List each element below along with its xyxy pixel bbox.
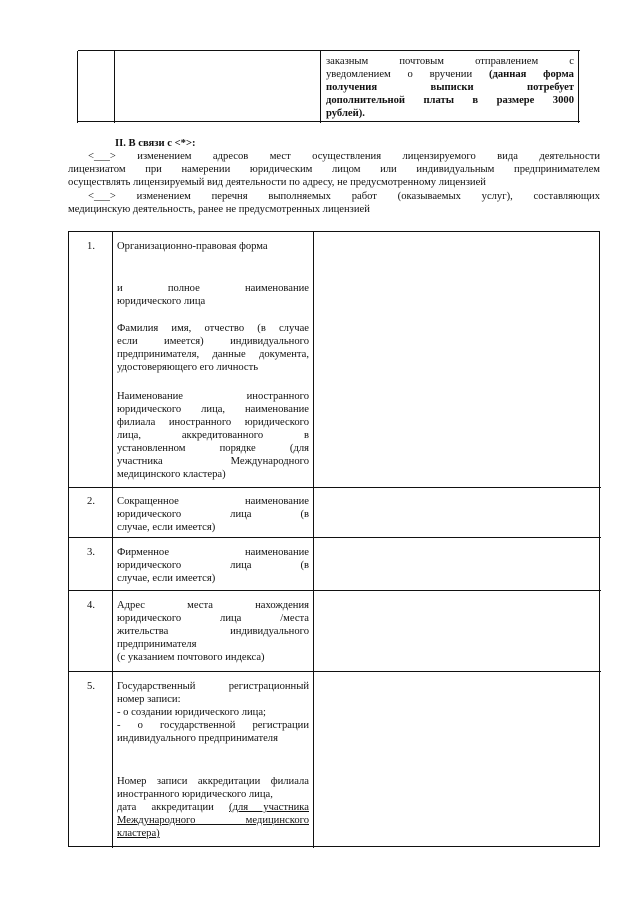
label-line: случае, если имеется) xyxy=(117,522,216,533)
label-line: Организационно-правовая форма xyxy=(117,241,268,252)
value-cell-3[interactable] xyxy=(313,537,599,589)
label-underlined-text: (для участника xyxy=(229,802,309,813)
section-title: II. В связи с <*>: xyxy=(115,138,196,149)
label-line: установленном порядке (для xyxy=(117,443,309,454)
option-line: лицензиатом при намерении юридическим лицом или индивидуальным предпринимателем xyxy=(68,164,600,175)
row-label xyxy=(117,495,309,534)
label-line: - о государственной регистрации xyxy=(117,720,309,731)
label-line: лица, аккредитованного в xyxy=(117,430,309,441)
top-table-border-left xyxy=(77,51,78,123)
label-line: - о создании юридического лица; xyxy=(117,707,267,718)
label-line: иностранного юридического лица, xyxy=(117,789,273,800)
row-label xyxy=(117,546,309,585)
row-number: 5. xyxy=(87,681,95,692)
label-line: индивидуального предпринимателя xyxy=(117,733,278,744)
row-label xyxy=(117,599,309,664)
label-line: предпринимателя xyxy=(117,639,197,650)
label-line: участника Международного xyxy=(117,456,309,467)
top-cell-bold-text: (данная форма xyxy=(488,69,574,80)
row-number: 3. xyxy=(87,547,95,558)
label-line: (с указанием почтового индекса) xyxy=(117,652,265,663)
row-number: 2. xyxy=(87,496,95,507)
row-label xyxy=(117,322,309,374)
label-line: Сокращенное наименование xyxy=(117,496,309,507)
label-line: случае, если имеется) xyxy=(117,573,216,584)
top-cell-text: уведомлением о вручении xyxy=(326,69,473,80)
top-table-border-right xyxy=(578,51,579,123)
row-label xyxy=(117,240,309,253)
label-line: Адрес места нахождения xyxy=(117,600,309,611)
option-works-change xyxy=(68,190,600,216)
label-line: филиала иностранного юридического xyxy=(117,417,309,428)
value-cell-2[interactable] xyxy=(313,487,599,536)
label-line: юридического лица (в xyxy=(117,509,309,520)
row-number: 4. xyxy=(87,600,95,611)
value-cell-4[interactable] xyxy=(313,590,599,670)
row-label xyxy=(117,680,309,745)
top-table-cell-text xyxy=(326,55,574,120)
label-line: медицинского кластера) xyxy=(117,469,226,480)
top-table-divider-1 xyxy=(114,51,115,123)
option-address-change xyxy=(68,150,600,189)
label-line: удостоверяющего его личность xyxy=(117,362,259,373)
label-line: предпринимателя, данные документа, xyxy=(117,349,309,360)
label-line: номер записи: xyxy=(117,694,181,705)
label-line: жительства индивидуального xyxy=(117,626,309,637)
option-line: медицинскую деятельность, ранее не предусмотренных лицензией xyxy=(68,204,370,215)
value-cell-5[interactable] xyxy=(313,671,599,846)
label-line: юридического лица (в xyxy=(117,560,309,571)
label-line: Фамилия имя, отчество (в случае xyxy=(117,323,309,334)
row-number: 1. xyxy=(87,241,95,252)
row-label xyxy=(117,282,309,308)
row-label xyxy=(117,775,309,840)
label-line: юридического лица /места xyxy=(117,613,309,624)
option-line xyxy=(68,190,600,203)
row-label xyxy=(117,390,309,481)
label-line: Государственный регистрационный xyxy=(117,681,309,692)
label-line: Номер записи аккредитации филиала xyxy=(117,776,309,787)
label-line: юридического лица, наименование xyxy=(117,404,309,415)
label-line: если имеется) индивидуального xyxy=(117,336,309,347)
label-underlined-text: кластера) xyxy=(117,828,160,839)
label-line: Наименование иностранного xyxy=(117,391,309,402)
option-line xyxy=(68,150,600,163)
top-cell-line: заказным почтовым отправлением с xyxy=(326,56,574,67)
top-cell-line: дополнительной платы в размере 3000 xyxy=(326,95,574,106)
label-line xyxy=(117,801,309,814)
table-divider-number xyxy=(112,232,113,848)
option-text: изменением адресов мест осуществления лицензируемого вида деятельности xyxy=(137,151,600,162)
label-line: и полное наименование xyxy=(117,283,309,294)
option-line: осуществлять лицензируемый вид деятельности по адресу, не предусмотренному лицензией xyxy=(68,177,486,188)
top-cell-line: рублей). xyxy=(326,108,365,119)
option-checkbox-placeholder[interactable]: <___> xyxy=(88,151,116,162)
option-checkbox-placeholder[interactable]: <___> xyxy=(88,191,116,202)
label-underlined-line: Международного медицинского xyxy=(117,815,309,826)
option-text: изменением перечня выполняемых работ (оказываемых услуг), составляющих xyxy=(136,191,601,202)
label-line: юридического лица xyxy=(117,296,206,307)
top-table-divider-2 xyxy=(320,51,321,123)
top-cell-line: получения выписки потребует xyxy=(326,82,574,93)
label-line xyxy=(117,827,309,840)
label-text: дата аккредитации xyxy=(117,802,214,813)
label-line: Фирменное наименование xyxy=(117,547,309,558)
value-cell-1[interactable] xyxy=(313,232,599,486)
top-cell-line xyxy=(326,68,574,81)
